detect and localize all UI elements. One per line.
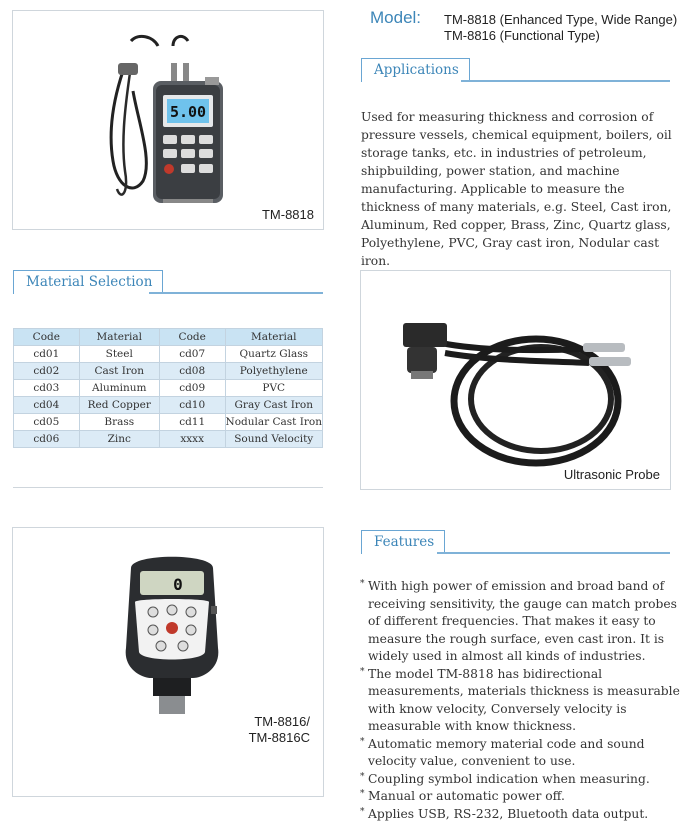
table-cell: PVC bbox=[225, 380, 323, 397]
product-caption-tm8818: TM-8818 bbox=[262, 207, 314, 222]
section-divider bbox=[13, 487, 323, 488]
list-item bbox=[360, 788, 682, 806]
list-item bbox=[360, 666, 682, 736]
table-cell: Red Copper bbox=[79, 397, 159, 414]
table-row bbox=[14, 380, 323, 397]
features-header-line bbox=[437, 552, 670, 554]
list-item bbox=[360, 806, 682, 823]
bullet-star-icon: * bbox=[360, 769, 365, 787]
probe-caption: Ultrasonic Probe bbox=[564, 467, 660, 482]
table-cell: Nodular Cast Iron bbox=[225, 414, 323, 431]
table-cell: Zinc bbox=[79, 431, 159, 448]
feature-text: With high power of emission and broad band of receiving sensitivity, the gauge can match probes of different frequencies. That makes it easy to measure the rough surface, even cast iron. It is widely used in almost all kinds of industries. bbox=[368, 579, 677, 663]
table-header-cell: Code bbox=[159, 329, 225, 346]
table-cell: Cast Iron bbox=[79, 363, 159, 380]
table-header-cell: Code bbox=[14, 329, 80, 346]
gauge2-display-value: 0 bbox=[173, 575, 183, 594]
table-cell: Brass bbox=[79, 414, 159, 431]
table-row bbox=[14, 346, 323, 363]
table-cell: xxxx bbox=[159, 431, 225, 448]
thickness-gauge-tm8818-image bbox=[13, 11, 323, 229]
applications-header-line bbox=[461, 80, 670, 82]
material-selection-header bbox=[13, 270, 323, 294]
bullet-star-icon: * bbox=[360, 734, 365, 752]
features-header bbox=[361, 530, 670, 554]
model-label: Model: bbox=[370, 8, 421, 28]
material-selection-title: Material Selection bbox=[13, 270, 163, 294]
list-item bbox=[360, 771, 682, 789]
feature-text: Applies USB, RS-232, Bluetooth data output. bbox=[368, 807, 648, 821]
bullet-star-icon: * bbox=[360, 786, 365, 804]
product-caption-tm8816 bbox=[249, 714, 310, 746]
table-row bbox=[14, 397, 323, 414]
table-cell: Sound Velocity bbox=[225, 431, 323, 448]
features-list bbox=[360, 578, 682, 823]
table-row bbox=[14, 431, 323, 448]
product-caption-line2: TM-8816C bbox=[249, 730, 310, 746]
feature-text: Automatic memory material code and sound velocity value, convenient to use. bbox=[368, 737, 645, 769]
table-cell: cd03 bbox=[14, 380, 80, 397]
table-cell: cd08 bbox=[159, 363, 225, 380]
table-cell: cd09 bbox=[159, 380, 225, 397]
table-header-row bbox=[14, 329, 323, 346]
gauge-display-value: 5.00 bbox=[170, 103, 206, 121]
product-caption-line1: TM-8816/ bbox=[249, 714, 310, 730]
table-cell: cd01 bbox=[14, 346, 80, 363]
probe-box bbox=[360, 270, 671, 490]
table-cell: Aluminum bbox=[79, 380, 159, 397]
feature-text: Coupling symbol indication when measuring. bbox=[368, 772, 650, 786]
bullet-star-icon: * bbox=[360, 804, 365, 822]
table-cell: Steel bbox=[79, 346, 159, 363]
feature-text: The model TM-8818 has bidirectional measurements, materials thickness is measurable with know velocity, Conversely velocity is measurable with know thickness. bbox=[368, 667, 680, 734]
material-selection-header-line bbox=[149, 292, 323, 294]
features-title: Features bbox=[361, 530, 445, 554]
table-header-cell: Material bbox=[79, 329, 159, 346]
thickness-gauge-tm8816-image bbox=[13, 528, 323, 796]
table-cell: Polyethylene bbox=[225, 363, 323, 380]
table-cell: cd02 bbox=[14, 363, 80, 380]
model-line-tm8818: TM-8818 (Enhanced Type, Wide Range) bbox=[444, 12, 677, 28]
applications-title: Applications bbox=[361, 58, 470, 82]
product-box-tm8816 bbox=[12, 527, 324, 797]
table-row bbox=[14, 414, 323, 431]
bullet-star-icon: * bbox=[360, 576, 365, 594]
bullet-star-icon: * bbox=[360, 664, 365, 682]
table-row bbox=[14, 363, 323, 380]
table-header-cell: Material bbox=[225, 329, 323, 346]
applications-header bbox=[361, 58, 670, 82]
material-table bbox=[13, 328, 323, 448]
ultrasonic-probe-image bbox=[361, 271, 670, 489]
table-cell: cd07 bbox=[159, 346, 225, 363]
table-cell: Quartz Glass bbox=[225, 346, 323, 363]
product-box-tm8818 bbox=[12, 10, 324, 230]
model-line-tm8816: TM-8816 (Functional Type) bbox=[444, 28, 677, 44]
list-item bbox=[360, 578, 682, 666]
table-cell: cd06 bbox=[14, 431, 80, 448]
table-cell: cd05 bbox=[14, 414, 80, 431]
applications-text: Used for measuring thickness and corrosion of pressure vessels, chemical equipment, boilers, oil storage tanks, etc. in industries of petroleum, shipbuilding, power station, and machine manufacturing. Applicable to measure the thickness of many materials, e.g. Steel, Cast iron, Aluminum, Red copper, Brass, Zinc, Quartz glass, Polyethylene, PVC, Gray cast iron, Nodular cast iron. bbox=[361, 108, 679, 270]
feature-text: Manual or automatic power off. bbox=[368, 789, 565, 803]
table-cell: cd10 bbox=[159, 397, 225, 414]
list-item bbox=[360, 736, 682, 771]
table-cell: cd04 bbox=[14, 397, 80, 414]
table-cell: Gray Cast Iron bbox=[225, 397, 323, 414]
table-cell: cd11 bbox=[159, 414, 225, 431]
model-list bbox=[444, 12, 677, 44]
